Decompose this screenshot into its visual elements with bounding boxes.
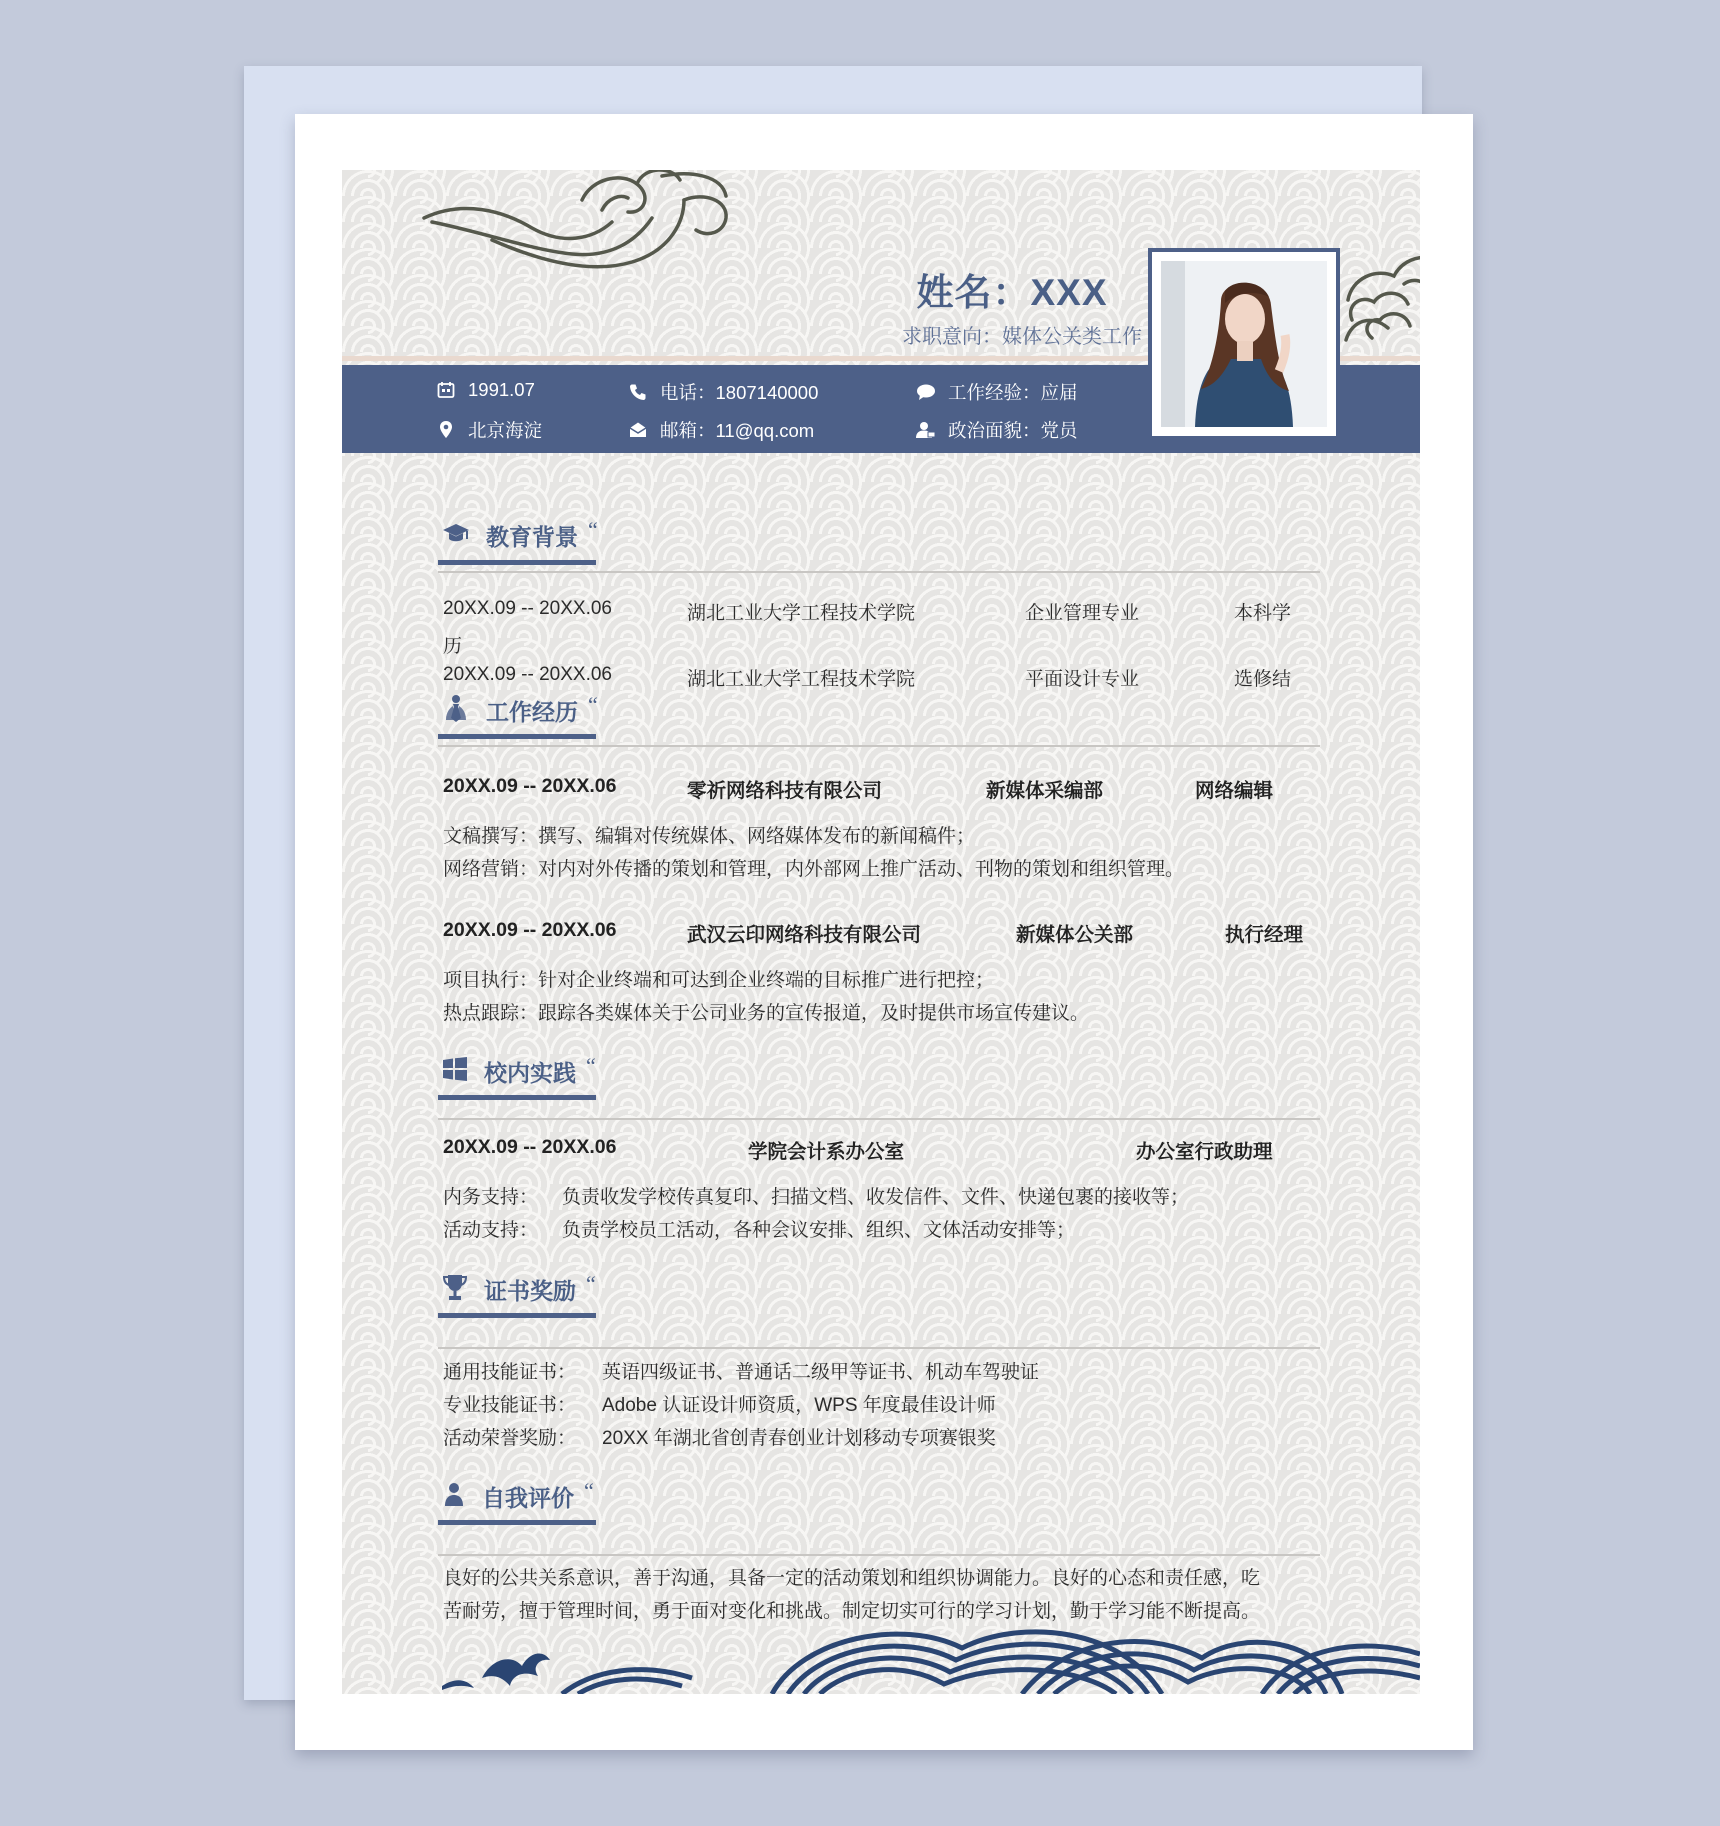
job-2-line-2: 热点跟踪：跟踪各类媒体关于公司业务的宣传报道，及时提供市场宣传建议。 xyxy=(443,1003,1090,1024)
windows-grid-icon xyxy=(442,1057,468,1085)
info-phone xyxy=(628,379,818,405)
award-1-text: 英语四级证书、普通话二级甲等证书、机动车驾驶证 xyxy=(602,1362,1040,1383)
job-1-period: 20XX.09 -- 20XX.06 xyxy=(443,775,617,797)
job-1-line-1: 文稿撰写：撰写、编辑对传统媒体、网络媒体发布的新闻稿件； xyxy=(443,826,976,847)
info-email xyxy=(628,417,814,443)
info-birth xyxy=(436,379,535,401)
graduation-cap-icon xyxy=(442,521,470,549)
phone-icon xyxy=(628,382,648,402)
job-1-line-2: 网络营销：对内对外传播的策划和管理，内外部网上推广活动、刊物的策划和组织管理。 xyxy=(443,859,1185,880)
section-title-work xyxy=(442,690,598,730)
campus-role: 办公室行政助理 xyxy=(1136,1141,1273,1163)
job-2-company: 武汉云印网络科技有限公司 xyxy=(687,924,922,946)
job-2-dept: 新媒体公关部 xyxy=(1016,924,1134,946)
education-title: 教育背景 xyxy=(486,523,578,550)
quote-mark: “ xyxy=(588,517,598,542)
job-2-period: 20XX.09 -- 20XX.06 xyxy=(443,919,617,941)
quote-mark: “ xyxy=(586,1271,596,1296)
edu-period-2: 20XX.09 -- 20XX.06 xyxy=(443,664,612,685)
quote-mark: “ xyxy=(588,692,598,717)
edu-degree-1-wrap: 历 xyxy=(443,636,463,657)
person-icon xyxy=(442,1481,466,1511)
section-divider-work xyxy=(438,745,1320,747)
section-bar-campus xyxy=(438,1095,596,1100)
experience-text: 工作经验：应届 xyxy=(948,382,1078,403)
job-1-dept: 新媒体采编部 xyxy=(986,780,1104,802)
section-divider-self xyxy=(438,1554,1320,1556)
cloud-decoration-top xyxy=(422,170,752,280)
campus-line-1-text: 负责收发学校传真复印、扫描文档、收发信件、文件、快递包裹的接收等； xyxy=(562,1187,1190,1208)
mail-icon xyxy=(628,420,648,440)
self-title: 自我评价 xyxy=(482,1484,574,1511)
edu-major-2: 平面设计专业 xyxy=(1025,669,1140,690)
section-title-awards xyxy=(442,1269,596,1309)
edu-period-1: 20XX.09 -- 20XX.06 xyxy=(443,598,612,619)
self-line-2: 苦耐劳，擅于管理时间，勇于面对变化和挑战。制定切实可行的学习计划，勤于学习能不断提高。 xyxy=(443,1601,1261,1622)
award-2-text: Adobe 认证设计师资质，WPS 年度最佳设计师 xyxy=(602,1395,996,1416)
resume-page xyxy=(342,170,1420,1694)
trophy-icon xyxy=(442,1273,468,1305)
political-text: 政治面貌：党员 xyxy=(948,420,1078,441)
campus-line-2-label: 活动支持： xyxy=(443,1220,539,1241)
award-3-text: 20XX 年湖北省创青春创业计划移动专项赛银奖 xyxy=(602,1428,996,1449)
award-1-label: 通用技能证书： xyxy=(443,1362,577,1383)
edu-major-1: 企业管理专业 xyxy=(1025,603,1140,624)
section-title-self xyxy=(442,1476,594,1516)
job-1-role: 网络编辑 xyxy=(1195,780,1274,802)
job-2-role: 执行经理 xyxy=(1225,924,1304,946)
chat-bubble-icon xyxy=(916,382,936,402)
tie-icon xyxy=(442,694,470,726)
section-bar-self xyxy=(438,1520,596,1525)
section-divider-education xyxy=(438,571,1320,573)
profile-photo xyxy=(1148,248,1340,440)
birth-text: 1991.07 xyxy=(468,379,535,400)
job-1-company: 零祈网络科技有限公司 xyxy=(687,780,883,802)
resume-name: 姓名：XXX xyxy=(916,272,1108,313)
info-location xyxy=(436,417,542,443)
calendar-icon xyxy=(436,380,456,400)
work-title: 工作经历 xyxy=(486,698,578,725)
campus-period: 20XX.09 -- 20XX.06 xyxy=(443,1136,617,1158)
section-bar-awards xyxy=(438,1313,596,1318)
awards-title: 证书奖励 xyxy=(484,1277,576,1304)
info-political xyxy=(916,417,1078,443)
quote-mark: “ xyxy=(586,1053,596,1078)
section-divider-campus xyxy=(438,1118,1320,1120)
email-text: 邮箱：11@qq.com xyxy=(660,420,815,441)
edu-degree-1: 本科学 xyxy=(1234,603,1292,624)
section-title-campus xyxy=(442,1051,596,1091)
edu-school-2: 湖北工业大学工程技术学院 xyxy=(687,669,916,690)
campus-line-1-label: 内务支持： xyxy=(443,1187,539,1208)
campus-line-2-text: 负责学校员工活动，各种会议安排、组织、文体活动安排等； xyxy=(562,1220,1076,1241)
award-2-label: 专业技能证书： xyxy=(443,1395,577,1416)
section-bar-education xyxy=(438,560,596,565)
wave-decoration-bottom xyxy=(342,1618,1420,1694)
info-experience xyxy=(916,379,1078,405)
quote-mark: “ xyxy=(584,1478,594,1503)
person-badge-icon xyxy=(916,420,936,440)
portrait-image xyxy=(1161,261,1327,427)
cloud-decoration-right xyxy=(1342,250,1420,360)
location-pin-icon xyxy=(436,420,456,440)
phone-text: 电话：1807140000 xyxy=(660,382,819,403)
self-line-1: 良好的公共关系意识，善于沟通，具备一定的活动策划和组织协调能力。良好的心态和责任感，吃 xyxy=(443,1568,1261,1589)
job-intent: 求职意向：媒体公关类工作 xyxy=(902,326,1142,348)
award-3-label: 活动荣誉奖励： xyxy=(443,1428,577,1449)
section-bar-work xyxy=(438,734,596,739)
job-2-line-1: 项目执行：针对企业终端和可达到企业终端的目标推广进行把控； xyxy=(443,970,995,991)
section-divider-awards xyxy=(438,1347,1320,1349)
edu-school-1: 湖北工业大学工程技术学院 xyxy=(687,603,916,624)
edu-degree-2: 选修结 xyxy=(1234,669,1292,690)
location-text: 北京海淀 xyxy=(468,420,543,441)
section-title-education xyxy=(442,515,598,555)
campus-org: 学院会计系办公室 xyxy=(748,1141,905,1163)
campus-title: 校内实践 xyxy=(484,1059,576,1086)
